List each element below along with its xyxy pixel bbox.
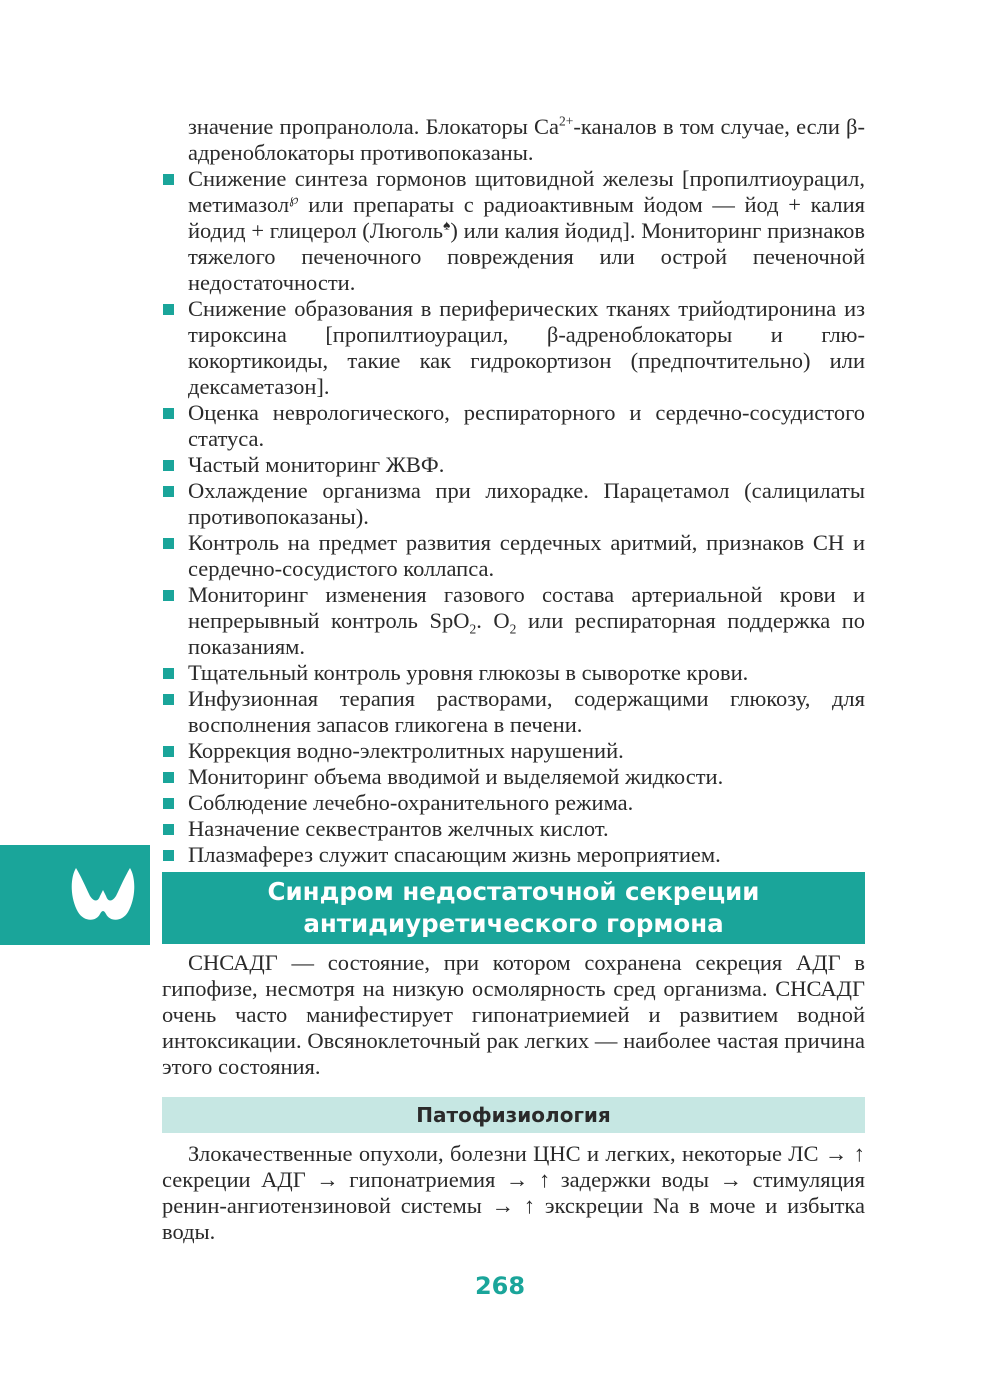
bullet-square-icon xyxy=(163,772,174,783)
list-item: Коррекция водно-электролитных нарушений. xyxy=(162,738,865,764)
bullet-square-icon xyxy=(163,304,174,315)
bullet-square-icon xyxy=(163,538,174,549)
list-item: Тщательный контроль уровня глюкозы в сыворотке крови. xyxy=(162,660,865,686)
list-item: Инфузионная терапия растворами, содержащими глюкозу, для восполнения запасов гликогена в печени. xyxy=(162,686,865,738)
list-item: Назначение секвестрантов желчных кислот. xyxy=(162,816,865,842)
section-title-line1: Синдром недостаточной секреции xyxy=(267,877,760,906)
bullet-square-icon xyxy=(163,746,174,757)
bullet-square-icon xyxy=(163,460,174,471)
list-item: Охлаждение организма при лихорадке. Парацетамол (салицилаты противопоказаны). xyxy=(162,478,865,530)
list-item: Частый мониторинг ЖВФ. xyxy=(162,452,865,478)
bullet-square-icon xyxy=(163,824,174,835)
section-body xyxy=(162,950,865,1080)
bullet-square-icon xyxy=(163,408,174,419)
treatment-list xyxy=(162,166,865,868)
intro-text: значение пропранолола. Блокаторы $Ca^{2+}$-каналов в том случае, если β-адреноблокаторы противопоказаны. xyxy=(188,113,865,165)
section-title-line2: антидиуретического гормона xyxy=(303,909,724,938)
bullet-square-icon xyxy=(163,850,174,861)
list-item: Оценка неврологического, респираторного и сердечно-сосудистого статуса. xyxy=(162,400,865,452)
intro-paragraph xyxy=(162,114,865,166)
list-item: Мониторинг изменения газового состава артериальной крови и непрерывный контроль SpO$_2$. $O_2$ или респираторная поддержка по показаниям. xyxy=(162,582,865,660)
subsection-title-bar: Патофизиология xyxy=(162,1097,865,1133)
bullet-square-icon xyxy=(163,174,174,185)
list-item: Снижение синтеза гормонов щитовидной железы [пропилтиоурацил, метимазол℘ или препараты с радиоактивным йодом — йод + калия йодид + глицерол (Люголь♠) или калия йодид]. Мониторинг признаков тяжелого печеночного повреждения или острой печеночной недостаточности. xyxy=(162,166,865,296)
thyroid-gland-icon xyxy=(68,864,138,928)
bullet-square-icon xyxy=(163,590,174,601)
page-number: 268 xyxy=(474,1272,526,1300)
list-item: Мониторинг объема вводимой и выделяемой жидкости. xyxy=(162,764,865,790)
section-body-text: СНСАДГ — состояние, при котором сохранена секреция АДГ в гипофизе, несмотря на низкую осмолярность сред организма. СНСАДГ очень часто манифестирует гипонатриемией и развитием водной интоксикации. Овсяноклеточный рак легких — наиболее частая причина этого состояния. xyxy=(162,950,865,1079)
bullet-square-icon xyxy=(163,798,174,809)
bullet-square-icon xyxy=(163,486,174,497)
list-item: Контроль на предмет развития сердечных аритмий, признаков СН и сердечно-сосудистого коллапса. xyxy=(162,530,865,582)
list-item: Соблюдение лечебно-охранительного режима. xyxy=(162,790,865,816)
section-title-bar xyxy=(162,872,865,944)
bullet-square-icon xyxy=(163,668,174,679)
chapter-side-tab xyxy=(0,845,150,945)
list-item: Плазмаферез служит спасающим жизнь мероприятием. xyxy=(162,842,865,868)
bullet-square-icon xyxy=(163,694,174,705)
list-item: Снижение образования в периферических тканях трийодтиронина из тироксина [пропилтиоурацил, β-адреноблокаторы и глюкокортикоиды, такие как гидрокортизон (предпочтительно) или дексаметазон]. xyxy=(162,296,865,400)
pathophysiology-text: Злокачественные опухоли, болезни ЦНС и легких, некоторые ЛС → ↑ секреции АДГ → гипонатриемия → ↑ задержки воды → стимуляция ренин-ангиотензиновой системы → ↑ экскреции Na в моче и избытка воды. xyxy=(162,1141,865,1244)
pathophysiology-body xyxy=(162,1141,865,1245)
